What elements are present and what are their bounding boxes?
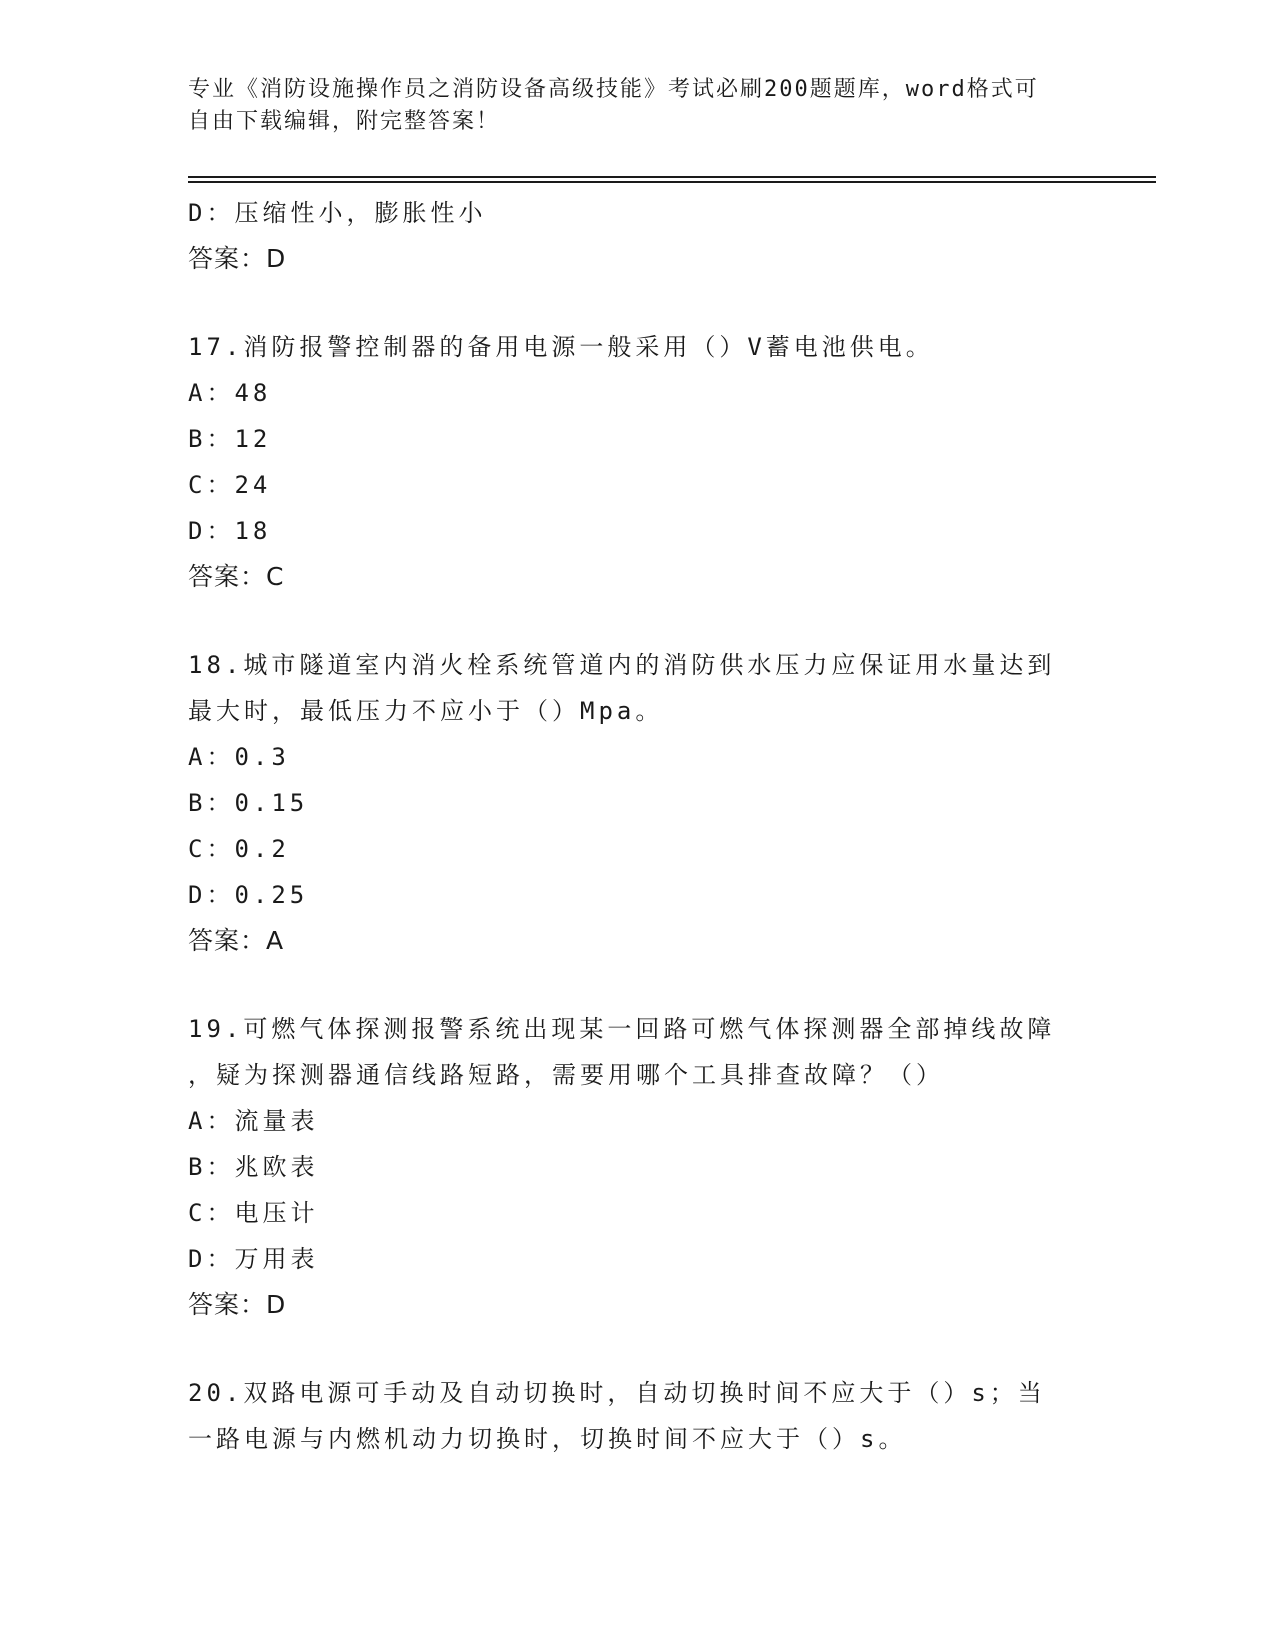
option-a: A：0.3 [188, 743, 290, 771]
answer-label: 答案：D [188, 244, 287, 273]
question-20 [188, 1370, 1088, 1462]
question-stem-line-1: 18.城市隧道室内消火栓系统管道内的消防供水压力应保证用水量达到 [188, 651, 1056, 679]
header-divider [188, 176, 1156, 186]
answer-label: 答案：C [188, 562, 285, 591]
option-d: D：18 [188, 517, 272, 545]
question-17 [188, 324, 1088, 600]
answer-label: 答案：D [188, 1290, 287, 1319]
header-title-line-2: 自由下载编辑，附完整答案！ [188, 109, 501, 134]
option-d: D：万用表 [188, 1245, 319, 1273]
header-title-line-1: 专业《消防设施操作员之消防设备高级技能》考试必刷200题题库，word格式可 [188, 77, 1039, 102]
option-d: D：压缩性小，膨胀性小 [188, 199, 487, 227]
question-19 [188, 1006, 1088, 1328]
option-a: A：48 [188, 379, 272, 407]
option-d: D：0.25 [188, 881, 309, 909]
option-a: A：流量表 [188, 1107, 319, 1135]
question-stem-line-2: 一路电源与内燃机动力切换时，切换时间不应大于（）s。 [188, 1425, 907, 1453]
option-c: C：电压计 [188, 1199, 319, 1227]
option-c: C：0.2 [188, 835, 290, 863]
option-b: B：12 [188, 425, 272, 453]
question-stem: 17.消防报警控制器的备用电源一般采用（）V蓄电池供电。 [188, 333, 934, 361]
option-b: B：0.15 [188, 789, 309, 817]
question-18 [188, 642, 1088, 964]
question-stem-line-1: 20.双路电源可手动及自动切换时，自动切换时间不应大于（）s；当 [188, 1379, 1046, 1407]
question-stem-line-2: 最大时，最低压力不应小于（）Mpa。 [188, 697, 664, 725]
question-list [188, 190, 1088, 1462]
document-header [188, 74, 1068, 138]
option-c: C：24 [188, 471, 272, 499]
option-b: B：兆欧表 [188, 1153, 319, 1181]
question-stem-line-1: 19.可燃气体探测报警系统出现某一回路可燃气体探测器全部掉线故障 [188, 1015, 1056, 1043]
question-16-tail [188, 190, 1088, 282]
question-stem-line-2: ，疑为探测器通信线路短路，需要用哪个工具排查故障？（） [188, 1061, 944, 1089]
answer-label: 答案：A [188, 926, 285, 955]
